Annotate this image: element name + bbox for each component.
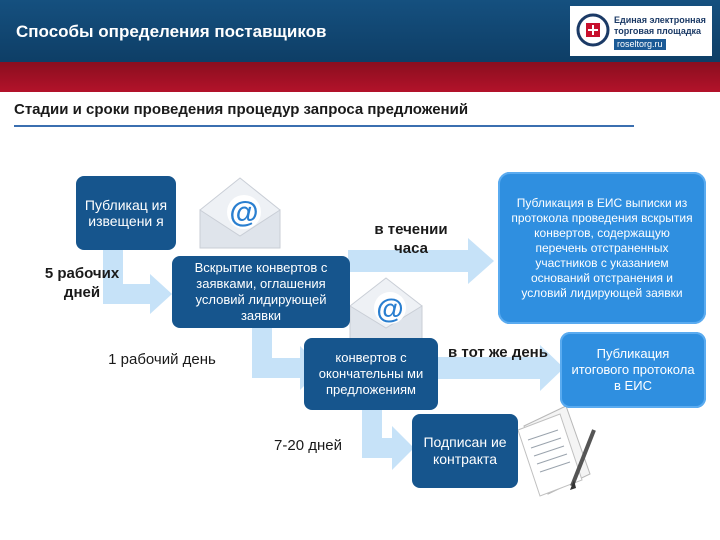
logo-text-line2: торговая площадка (614, 26, 702, 36)
logo-url: roseltorg.ru (614, 39, 666, 50)
label-1-working-day: 1 рабочий день (108, 351, 216, 368)
email-icon (350, 278, 422, 340)
box-publication-notice: Публикац ия извещени я (76, 176, 176, 250)
label-same-day: в тот же день (448, 344, 548, 361)
label-within-hour: в течении часа (374, 221, 448, 257)
box-eis-protocol-extract: Публикация в ЕИС выписки из протокола проведения вскрытия конвертов, содержащую перечень отстраненных участников с указанием оснований отстранения и условий лидирующей заявки (498, 172, 706, 324)
arrow-head (150, 274, 172, 314)
arrow-segment (362, 438, 396, 458)
label-5-working-days: 5 рабочих дней (44, 265, 120, 301)
label-7-20-days: 7-20 дней (274, 437, 342, 454)
arrow-segment (252, 358, 304, 378)
svg-text:@: @ (376, 293, 404, 324)
arrow-head (392, 426, 414, 470)
logo-text-line1: Единая электронная (614, 15, 706, 25)
box-envelope-opening-1: Вскрытие конвертов с заявками, оглашения условий лидирующей заявки (172, 256, 350, 328)
svg-text:@: @ (229, 196, 259, 229)
box-final-protocol: Публикация итогового протокола в ЕИС (560, 332, 706, 408)
page-title: Способы определения поставщиков (16, 22, 327, 41)
email-icon (200, 178, 280, 248)
box-envelope-opening-2: конвертов с окончательны ми предложениям (304, 338, 438, 410)
slide-subtitle: Стадии и сроки проведения процедур запроса предложений (14, 101, 469, 118)
contract-document-icon (518, 406, 594, 496)
box-contract-signing: Подписан ие контракта (412, 414, 518, 488)
arrow-head (468, 238, 494, 284)
